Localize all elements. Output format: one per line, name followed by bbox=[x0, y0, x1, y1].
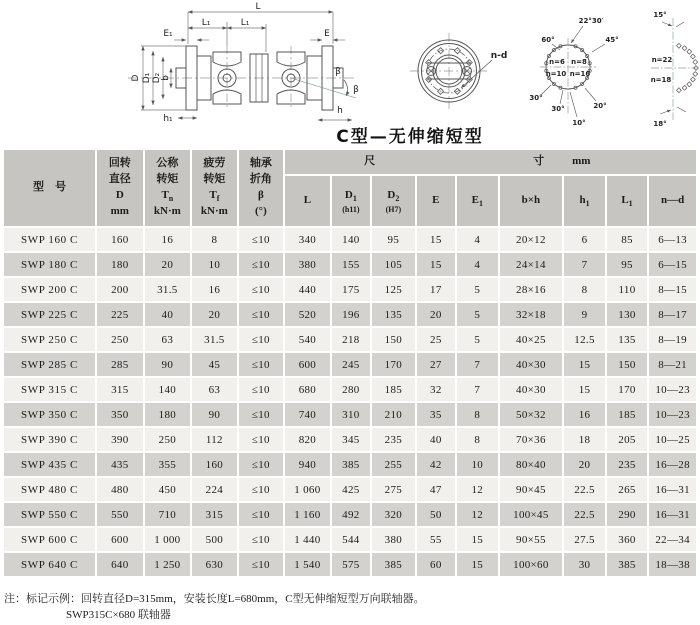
footnote-line1: 注：标记示例：回转直径D=315mm，安装长度L=680mm，C型无伸缩短型万向联轴器。 bbox=[4, 593, 425, 605]
spec-value-cell: 35 bbox=[416, 402, 456, 427]
spec-value-cell: 218 bbox=[331, 327, 371, 352]
spec-value-cell: 24×14 bbox=[499, 252, 564, 277]
count-label-n8: n=8 bbox=[571, 58, 587, 66]
count-label-n22: n=22 bbox=[651, 56, 673, 64]
spec-value-cell: 5 bbox=[456, 277, 498, 302]
spec-value-cell: ≤10 bbox=[238, 377, 285, 402]
spec-value-cell: ≤10 bbox=[238, 277, 285, 302]
spec-value-cell: 315 bbox=[96, 377, 144, 402]
spec-value-cell: 265 bbox=[606, 477, 648, 502]
spec-value-cell: 105 bbox=[371, 252, 416, 277]
spec-value-cell: 310 bbox=[331, 402, 371, 427]
spec-value-cell: 16 bbox=[144, 227, 192, 252]
spec-value-cell: 31.5 bbox=[191, 327, 238, 352]
model-cell: SWP 350 C bbox=[3, 402, 96, 427]
spec-value-cell: 224 bbox=[191, 477, 238, 502]
spec-value-cell: 10 bbox=[191, 252, 238, 277]
model-cell: SWP 640 C bbox=[3, 552, 96, 577]
spec-value-cell: 110 bbox=[606, 277, 648, 302]
spec-value-cell: 385 bbox=[606, 552, 648, 577]
model-cell: SWP 315 C bbox=[3, 377, 96, 402]
spec-value-cell: 90×55 bbox=[499, 527, 564, 552]
table-row bbox=[3, 327, 697, 352]
model-cell: SWP 600 C bbox=[3, 527, 96, 552]
spec-value-cell: 940 bbox=[284, 452, 331, 477]
model-cell: SWP 200 C bbox=[3, 277, 96, 302]
spec-value-cell: 150 bbox=[606, 352, 648, 377]
dim-label-L1a: L₁ bbox=[201, 18, 211, 28]
spec-value-cell: 95 bbox=[606, 252, 648, 277]
count-label-n6: n=6 bbox=[549, 58, 565, 66]
bolt-pattern-side bbox=[651, 18, 698, 120]
spec-value-cell: 820 bbox=[284, 427, 331, 452]
spec-value-cell: 600 bbox=[284, 352, 331, 377]
table-row bbox=[3, 477, 697, 502]
spec-value-cell: 17 bbox=[416, 277, 456, 302]
col-header-model: 型 号 bbox=[3, 149, 96, 227]
spec-value-cell: 15 bbox=[563, 377, 605, 402]
model-cell: SWP 180 C bbox=[3, 252, 96, 277]
spec-value-cell: ≤10 bbox=[238, 477, 285, 502]
spec-value-cell: 180 bbox=[96, 252, 144, 277]
spec-value-cell: ≤10 bbox=[238, 502, 285, 527]
spec-value-cell: 4 bbox=[456, 227, 498, 252]
spec-value-cell: 360 bbox=[606, 527, 648, 552]
spec-value-cell: 8 bbox=[456, 402, 498, 427]
spec-value-cell: 480 bbox=[96, 477, 144, 502]
spec-value-cell: 8 bbox=[456, 427, 498, 452]
spec-value-cell: 5 bbox=[456, 327, 498, 352]
spec-value-cell: 20×12 bbox=[499, 227, 564, 252]
spec-value-cell: 255 bbox=[371, 452, 416, 477]
spec-value-cell: 250 bbox=[144, 427, 192, 452]
col-header-L: L bbox=[284, 175, 331, 227]
count-label-n10: n=10 bbox=[545, 70, 567, 78]
model-cell: SWP 390 C bbox=[3, 427, 96, 452]
model-cell: SWP 225 C bbox=[3, 302, 96, 327]
spec-value-cell: 390 bbox=[96, 427, 144, 452]
model-cell: SWP 550 C bbox=[3, 502, 96, 527]
spec-value-cell: 16 bbox=[563, 402, 605, 427]
spec-value-cell: 135 bbox=[606, 327, 648, 352]
spec-value-cell: 15 bbox=[456, 552, 498, 577]
spec-value-cell: 160 bbox=[96, 227, 144, 252]
spec-value-cell: 18 bbox=[563, 427, 605, 452]
spec-value-cell: 40 bbox=[144, 302, 192, 327]
spec-value-cell: 5 bbox=[456, 302, 498, 327]
spec-value-cell: ≤10 bbox=[238, 302, 285, 327]
spec-value-cell: 250 bbox=[96, 327, 144, 352]
spec-value-cell: 70×36 bbox=[499, 427, 564, 452]
spec-value-cell: 15 bbox=[563, 352, 605, 377]
spec-value-cell: ≤10 bbox=[238, 527, 285, 552]
spec-value-cell: 320 bbox=[371, 502, 416, 527]
angle-label-45: 45° bbox=[605, 36, 619, 44]
count-label-n16: n=16 bbox=[569, 70, 591, 78]
spec-value-cell: 45 bbox=[191, 352, 238, 377]
spec-value-cell: 12 bbox=[456, 502, 498, 527]
col-header-E1: $E_1$ bbox=[456, 175, 498, 227]
col-header-bearing-angle: 轴承 折角 β (°) bbox=[238, 149, 285, 227]
spec-value-cell: 600 bbox=[96, 527, 144, 552]
spec-value-cell: 28×16 bbox=[499, 277, 564, 302]
spec-value-cell: 710 bbox=[144, 502, 192, 527]
spec-value-cell: 740 bbox=[284, 402, 331, 427]
spec-value-cell: 340 bbox=[284, 227, 331, 252]
bolt-pattern-main-labels bbox=[529, 17, 618, 127]
page-title: C型—无伸缩短型 bbox=[336, 127, 484, 147]
spec-value-cell: 155 bbox=[331, 252, 371, 277]
spec-value-cell: 6—15 bbox=[648, 252, 697, 277]
table-row bbox=[3, 402, 697, 427]
spec-value-cell: 630 bbox=[191, 552, 238, 577]
spec-value-cell: 520 bbox=[284, 302, 331, 327]
dim-label-E: E bbox=[324, 29, 330, 39]
angle-label-2230: 22°30′ bbox=[578, 17, 604, 25]
spec-value-cell: 1 060 bbox=[284, 477, 331, 502]
spec-value-cell: 80×40 bbox=[499, 452, 564, 477]
spec-value-cell: 275 bbox=[371, 477, 416, 502]
flange-front-view bbox=[410, 33, 492, 109]
table-row bbox=[3, 252, 697, 277]
angle-label-30b: 30° bbox=[551, 105, 565, 113]
spec-value-cell: 205 bbox=[606, 427, 648, 452]
spec-value-cell: 1 540 bbox=[284, 552, 331, 577]
spec-value-cell: 210 bbox=[371, 402, 416, 427]
dim-label-L1b: L₁ bbox=[240, 18, 250, 28]
spec-value-cell: 63 bbox=[191, 377, 238, 402]
spec-value-cell: 6 bbox=[563, 227, 605, 252]
spec-value-cell: 225 bbox=[96, 302, 144, 327]
model-cell: SWP 285 C bbox=[3, 352, 96, 377]
spec-value-cell: 10—23 bbox=[648, 402, 697, 427]
angle-label-20: 20° bbox=[593, 102, 607, 110]
spec-value-cell: 22—34 bbox=[648, 527, 697, 552]
spec-value-cell: 12 bbox=[456, 477, 498, 502]
spec-value-cell: 32 bbox=[416, 377, 456, 402]
spec-value-cell: ≤10 bbox=[238, 352, 285, 377]
dim-label-D1: D₁ bbox=[142, 72, 152, 84]
table-row bbox=[3, 552, 697, 577]
spec-value-cell: 345 bbox=[331, 427, 371, 452]
dim-label-h: h bbox=[337, 106, 343, 116]
spec-value-cell: ≤10 bbox=[238, 452, 285, 477]
model-cell: SWP 480 C bbox=[3, 477, 96, 502]
spec-value-cell: 185 bbox=[606, 402, 648, 427]
spec-value-cell: 55 bbox=[416, 527, 456, 552]
spec-value-cell: 355 bbox=[144, 452, 192, 477]
dim-label-b: b bbox=[161, 75, 171, 81]
col-header-L1: $L_1$ bbox=[606, 175, 648, 227]
col-header-D2: $D_2$ (H7) bbox=[371, 175, 416, 227]
spec-value-cell: 1 250 bbox=[144, 552, 192, 577]
spec-value-cell: 25 bbox=[416, 327, 456, 352]
spec-value-cell: 10—25 bbox=[648, 427, 697, 452]
spec-value-cell: 130 bbox=[606, 302, 648, 327]
spec-value-cell: 135 bbox=[371, 302, 416, 327]
angle-label-30a: 30° bbox=[529, 94, 543, 102]
spec-value-cell: 8—19 bbox=[648, 327, 697, 352]
col-header-E: E bbox=[416, 175, 456, 227]
spec-value-cell: 235 bbox=[371, 427, 416, 452]
spec-value-cell: 440 bbox=[284, 277, 331, 302]
spec-value-cell: 12.5 bbox=[563, 327, 605, 352]
col-header-h1: $h_1$ bbox=[563, 175, 605, 227]
spec-value-cell: 170 bbox=[606, 377, 648, 402]
spec-value-cell: 63 bbox=[144, 327, 192, 352]
col-group-dimensions: 尺 寸 mm bbox=[284, 149, 697, 175]
spec-value-cell: 290 bbox=[606, 502, 648, 527]
spec-value-cell: 27 bbox=[416, 352, 456, 377]
spec-value-cell: 20 bbox=[144, 252, 192, 277]
spec-value-cell: 1 440 bbox=[284, 527, 331, 552]
spec-value-cell: 40×25 bbox=[499, 327, 564, 352]
angle-label-18: 18° bbox=[653, 120, 667, 128]
spec-value-cell: 7 bbox=[456, 377, 498, 402]
spec-value-cell: 170 bbox=[371, 352, 416, 377]
table-row bbox=[3, 527, 697, 552]
spec-value-cell: 540 bbox=[284, 327, 331, 352]
spec-value-cell: 15 bbox=[456, 527, 498, 552]
spec-value-cell: 16 bbox=[191, 277, 238, 302]
spec-value-cell: 40 bbox=[416, 427, 456, 452]
spec-value-cell: 7 bbox=[456, 352, 498, 377]
spec-value-cell: ≤10 bbox=[238, 227, 285, 252]
spec-value-cell: 150 bbox=[371, 327, 416, 352]
dim-label-h1: h₁ bbox=[163, 114, 173, 124]
spec-table-body bbox=[3, 227, 697, 577]
spec-value-cell: 22.5 bbox=[563, 502, 605, 527]
angle-label-60: 60° bbox=[541, 36, 555, 44]
spec-value-cell: 50×32 bbox=[499, 402, 564, 427]
spec-value-cell: 10—23 bbox=[648, 377, 697, 402]
spec-value-cell: 550 bbox=[96, 502, 144, 527]
spec-value-cell: 500 bbox=[191, 527, 238, 552]
spec-value-cell: ≤10 bbox=[238, 427, 285, 452]
spec-value-cell: 112 bbox=[191, 427, 238, 452]
spec-value-cell: 8—17 bbox=[648, 302, 697, 327]
spec-value-cell: ≤10 bbox=[238, 327, 285, 352]
table-row bbox=[3, 302, 697, 327]
spec-value-cell: 1 160 bbox=[284, 502, 331, 527]
spec-value-cell: 90×45 bbox=[499, 477, 564, 502]
spec-value-cell: 40×30 bbox=[499, 352, 564, 377]
spec-value-cell: 8—21 bbox=[648, 352, 697, 377]
spec-value-cell: 47 bbox=[416, 477, 456, 502]
spec-value-cell: 385 bbox=[371, 552, 416, 577]
model-cell: SWP 250 C bbox=[3, 327, 96, 352]
spec-value-cell: 16—28 bbox=[648, 452, 697, 477]
n-d-label: n-d bbox=[490, 51, 508, 61]
spec-value-cell: 27.5 bbox=[563, 527, 605, 552]
spec-value-cell: 185 bbox=[371, 377, 416, 402]
angle-label-15: 15° bbox=[653, 11, 667, 19]
spec-value-cell: 140 bbox=[331, 227, 371, 252]
spec-value-cell: ≤10 bbox=[238, 552, 285, 577]
spec-value-cell: 385 bbox=[331, 452, 371, 477]
spec-value-cell: 280 bbox=[331, 377, 371, 402]
col-header-fatigue-torque: 疲劳 转矩 $T_f$ kN·m bbox=[191, 149, 238, 227]
spec-value-cell: 15 bbox=[416, 252, 456, 277]
spec-value-cell: 125 bbox=[371, 277, 416, 302]
dim-label-D2: D₂ bbox=[152, 72, 162, 84]
dim-label-L: L bbox=[255, 2, 261, 12]
table-row bbox=[3, 452, 697, 477]
spec-value-cell: 680 bbox=[284, 377, 331, 402]
spec-value-cell: 380 bbox=[371, 527, 416, 552]
spec-value-cell: 32×18 bbox=[499, 302, 564, 327]
spec-value-cell: ≤10 bbox=[238, 402, 285, 427]
spec-value-cell: 18—38 bbox=[648, 552, 697, 577]
spec-value-cell: 30 bbox=[563, 552, 605, 577]
spec-value-cell: 8 bbox=[191, 227, 238, 252]
spec-value-cell: 15 bbox=[416, 227, 456, 252]
model-cell: SWP 435 C bbox=[3, 452, 96, 477]
dim-label-E1: E₁ bbox=[163, 29, 173, 39]
spec-value-cell: 1 000 bbox=[144, 527, 192, 552]
spec-value-cell: 245 bbox=[331, 352, 371, 377]
spec-value-cell: 9 bbox=[563, 302, 605, 327]
table-row bbox=[3, 502, 697, 527]
spec-value-cell: 200 bbox=[96, 277, 144, 302]
spec-value-cell: 315 bbox=[191, 502, 238, 527]
col-header-D1: $D_1$ (h11) bbox=[331, 175, 371, 227]
spec-value-cell: 90 bbox=[191, 402, 238, 427]
spec-value-cell: 350 bbox=[96, 402, 144, 427]
spec-value-cell: 4 bbox=[456, 252, 498, 277]
count-label-n18: n=18 bbox=[650, 76, 672, 84]
spec-value-cell: 380 bbox=[284, 252, 331, 277]
table-row bbox=[3, 427, 697, 452]
footnote-line2: SWP315C×680 联轴器 bbox=[66, 608, 171, 621]
col-header-bxh: b×h bbox=[499, 175, 564, 227]
col-header-diameter: 回转 直径 D mm bbox=[96, 149, 144, 227]
spec-value-cell: 10 bbox=[456, 452, 498, 477]
dim-label-beta1: β bbox=[335, 67, 341, 77]
spec-value-cell: 140 bbox=[144, 377, 192, 402]
spec-value-cell: 16—31 bbox=[648, 502, 697, 527]
spec-value-cell: 100×45 bbox=[499, 502, 564, 527]
spec-value-cell: 6—13 bbox=[648, 227, 697, 252]
spec-value-cell: 60 bbox=[416, 552, 456, 577]
spec-value-cell: 285 bbox=[96, 352, 144, 377]
spec-value-cell: 175 bbox=[331, 277, 371, 302]
spec-value-cell: 492 bbox=[331, 502, 371, 527]
angle-label-10: 10° bbox=[572, 119, 586, 127]
dim-label-D: D bbox=[131, 74, 141, 82]
spec-value-cell: 575 bbox=[331, 552, 371, 577]
table-row bbox=[3, 277, 697, 302]
spec-value-cell: 50 bbox=[416, 502, 456, 527]
spec-value-cell: 20 bbox=[563, 452, 605, 477]
spec-value-cell: 90 bbox=[144, 352, 192, 377]
spec-value-cell: 8—15 bbox=[648, 277, 697, 302]
spec-value-cell: ≤10 bbox=[238, 252, 285, 277]
spec-value-cell: 435 bbox=[96, 452, 144, 477]
model-cell: SWP 160 C bbox=[3, 227, 96, 252]
spec-table bbox=[2, 148, 698, 578]
spec-value-cell: 196 bbox=[331, 302, 371, 327]
col-header-nominal-torque: 公称 转矩 $T_n$ kN·m bbox=[144, 149, 192, 227]
side-view-labels bbox=[131, 2, 359, 124]
spec-value-cell: 425 bbox=[331, 477, 371, 502]
spec-value-cell: 100×60 bbox=[499, 552, 564, 577]
spec-value-cell: 8 bbox=[563, 277, 605, 302]
spec-value-cell: 20 bbox=[416, 302, 456, 327]
spec-value-cell: 180 bbox=[144, 402, 192, 427]
spec-value-cell: 640 bbox=[96, 552, 144, 577]
spec-value-cell: 20 bbox=[191, 302, 238, 327]
spec-value-cell: 235 bbox=[606, 452, 648, 477]
table-row bbox=[3, 377, 697, 402]
table-row bbox=[3, 352, 697, 377]
spec-value-cell: 22.5 bbox=[563, 477, 605, 502]
spec-value-cell: 7 bbox=[563, 252, 605, 277]
spec-value-cell: 40×30 bbox=[499, 377, 564, 402]
spec-value-cell: 450 bbox=[144, 477, 192, 502]
footnote bbox=[4, 592, 425, 624]
spec-value-cell: 31.5 bbox=[144, 277, 192, 302]
col-header-n-d: n—d bbox=[648, 175, 697, 227]
table-row bbox=[3, 227, 697, 252]
spec-value-cell: 160 bbox=[191, 452, 238, 477]
spec-value-cell: 95 bbox=[371, 227, 416, 252]
spec-value-cell: 42 bbox=[416, 452, 456, 477]
spec-value-cell: 544 bbox=[331, 527, 371, 552]
spec-value-cell: 85 bbox=[606, 227, 648, 252]
spec-value-cell: 16—31 bbox=[648, 477, 697, 502]
dim-label-beta2: β bbox=[353, 85, 359, 95]
